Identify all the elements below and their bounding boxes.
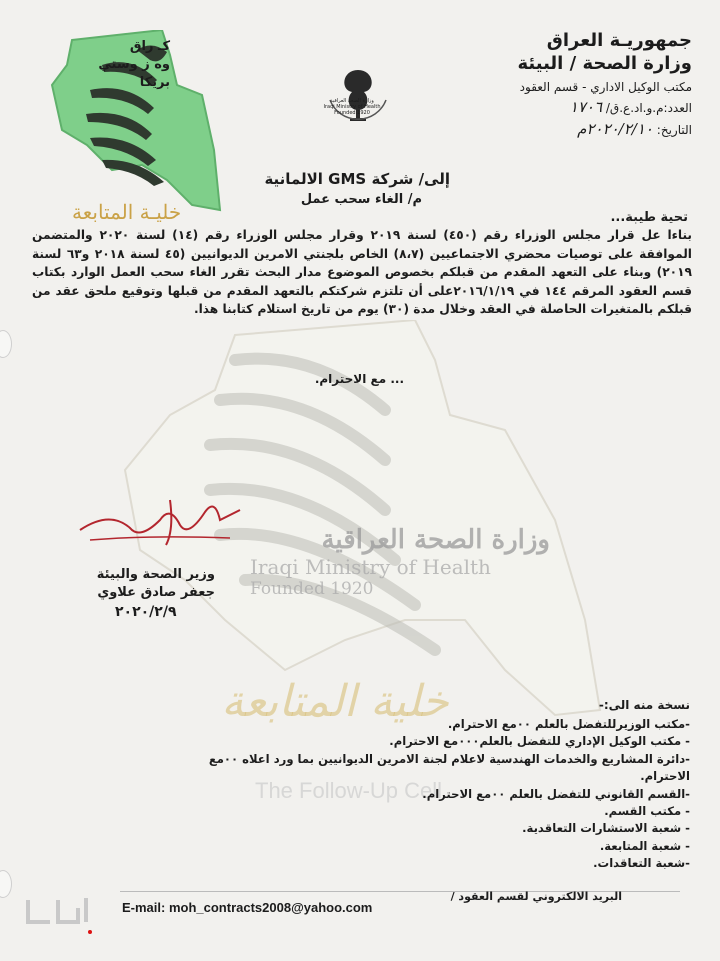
list-item: -شعبة التعاقدات. [593, 856, 690, 871]
signature-icon [70, 490, 250, 550]
letter-header [517, 30, 692, 138]
seal-caption-en: Iraqi Ministry of Health [323, 104, 381, 110]
signatory-date: ٢٠٢٠/٢/٩ [115, 604, 177, 620]
closing-regards: ... مع الاحترام. [314, 372, 404, 386]
subject-line: م/ الغاء سحب عمل [300, 192, 422, 207]
signatory-block [80, 566, 215, 602]
contact-email[interactable]: E-mail: moh_contracts2008@yahoo.com [122, 900, 373, 915]
signatory-name: جعفر صادق علاوي [97, 585, 215, 600]
reference-value: ١٧٠٦ [569, 98, 603, 116]
watermark-founded: Founded 1920 [250, 579, 374, 599]
list-item: - شعبة المتابعة. [599, 838, 690, 853]
watermark-ministry-en: Iraqi Ministry of Health [250, 555, 491, 579]
ministry-watermark [250, 525, 550, 599]
signatory-title: وزير الصحة والبيئة [96, 567, 215, 582]
punch-hole [0, 870, 12, 898]
date-value: ٢٠٢٠/٢/١٠م [577, 120, 653, 138]
seal-caption [322, 98, 382, 116]
top-left-text [70, 38, 170, 92]
list-item: -مكتب الوزيرللتفضل بالعلم ٠٠مع الاحترام. [447, 717, 690, 731]
top-left-line: كـ راق [129, 39, 170, 54]
ministry-title: وزارة الصحة / البيئة [517, 53, 692, 74]
reference-number [517, 98, 692, 116]
list-item: - مكتب الوكيل الإداري للتفضل بالعلم٠٠٠مع الاحترام. [389, 734, 690, 749]
reference-label: العدد:م.و.اد.ع.ق/ [605, 101, 692, 115]
date-label: التاريخ: [656, 123, 692, 137]
seal-caption-ar: وزارة الصحة العراقية [330, 98, 374, 104]
republic-title: جمهوريـة العراق [546, 30, 692, 51]
office-name: مكتب الوكيل الاداري - قسم العقود [519, 80, 692, 94]
list-item: - مكتب القسم. [604, 804, 690, 819]
seal-caption-founded: Founded 1920 [334, 110, 370, 116]
addressee: إلى/ شركة GMS الالمانية [264, 170, 450, 188]
copies-title: نسخة منه الى:- [598, 698, 690, 712]
letter-body: بناءا عل قرار مجلس الوزراء رقم (٤٥٠) لسنة ٢٠١٩ وقرار مجلس الوزراء رقم (١٤) لسنة ٢٠٢٠ والمتضمن الموافقة على توصيات محضري الاجتماعيين (٨،٧) الخاص بلجنتي الامرين الديوانيين (٤٥ لسنة ٢٠١٨ و٦٣ لسنة ٢٠١٩) وبناء على التعهد المقدم من قبلكم بخصوص الموضوع مدار البحث تقرر الغاء سحب العمل الوارد بكتاب قسم العقود المرقم ١٤٤ في ٢٠١٦/١/١٩على أن تلتزم شركتكم بالتعهد المقدم من قبلها وتوقيع ملحق عقد من قبلكم بالمتغيرات الحاصلة في العقد وخلال مدة (٣٠) يوم من تاريخ استلام كتابنا هذا. [32, 228, 692, 316]
publisher-logo-icon [20, 888, 95, 938]
copies-list [190, 716, 690, 873]
followup-watermark-en: The Follow-Up Cell [255, 778, 443, 803]
list-item: -دائرة المشاريع والخدمات الهندسية لاعلام لجنة الامرين الديوانيين بما ورد اعلاه ٠٠مع الاحترام. [208, 751, 690, 784]
followup-label-small: خليـة المتابعة [72, 200, 182, 224]
letter-date [517, 120, 692, 138]
punch-hole [0, 330, 12, 358]
list-item: -القسم القانوني للتفضل بالعلم ٠٠مع الاحترام. [422, 786, 690, 801]
followup-watermark-ar: خلية المتابعة [221, 676, 449, 727]
top-left-line: بريكا [139, 75, 170, 90]
top-left-line: وه ز وستي [98, 57, 170, 72]
greeting: تحية طيبة... [610, 210, 688, 225]
watermark-ministry-ar: وزارة الصحة العراقية [321, 525, 550, 555]
list-item: - شعبة الاستشارات التعاقدية. [522, 821, 690, 836]
email-label: البريد الالكتروني لقسم العقود / [450, 890, 622, 903]
